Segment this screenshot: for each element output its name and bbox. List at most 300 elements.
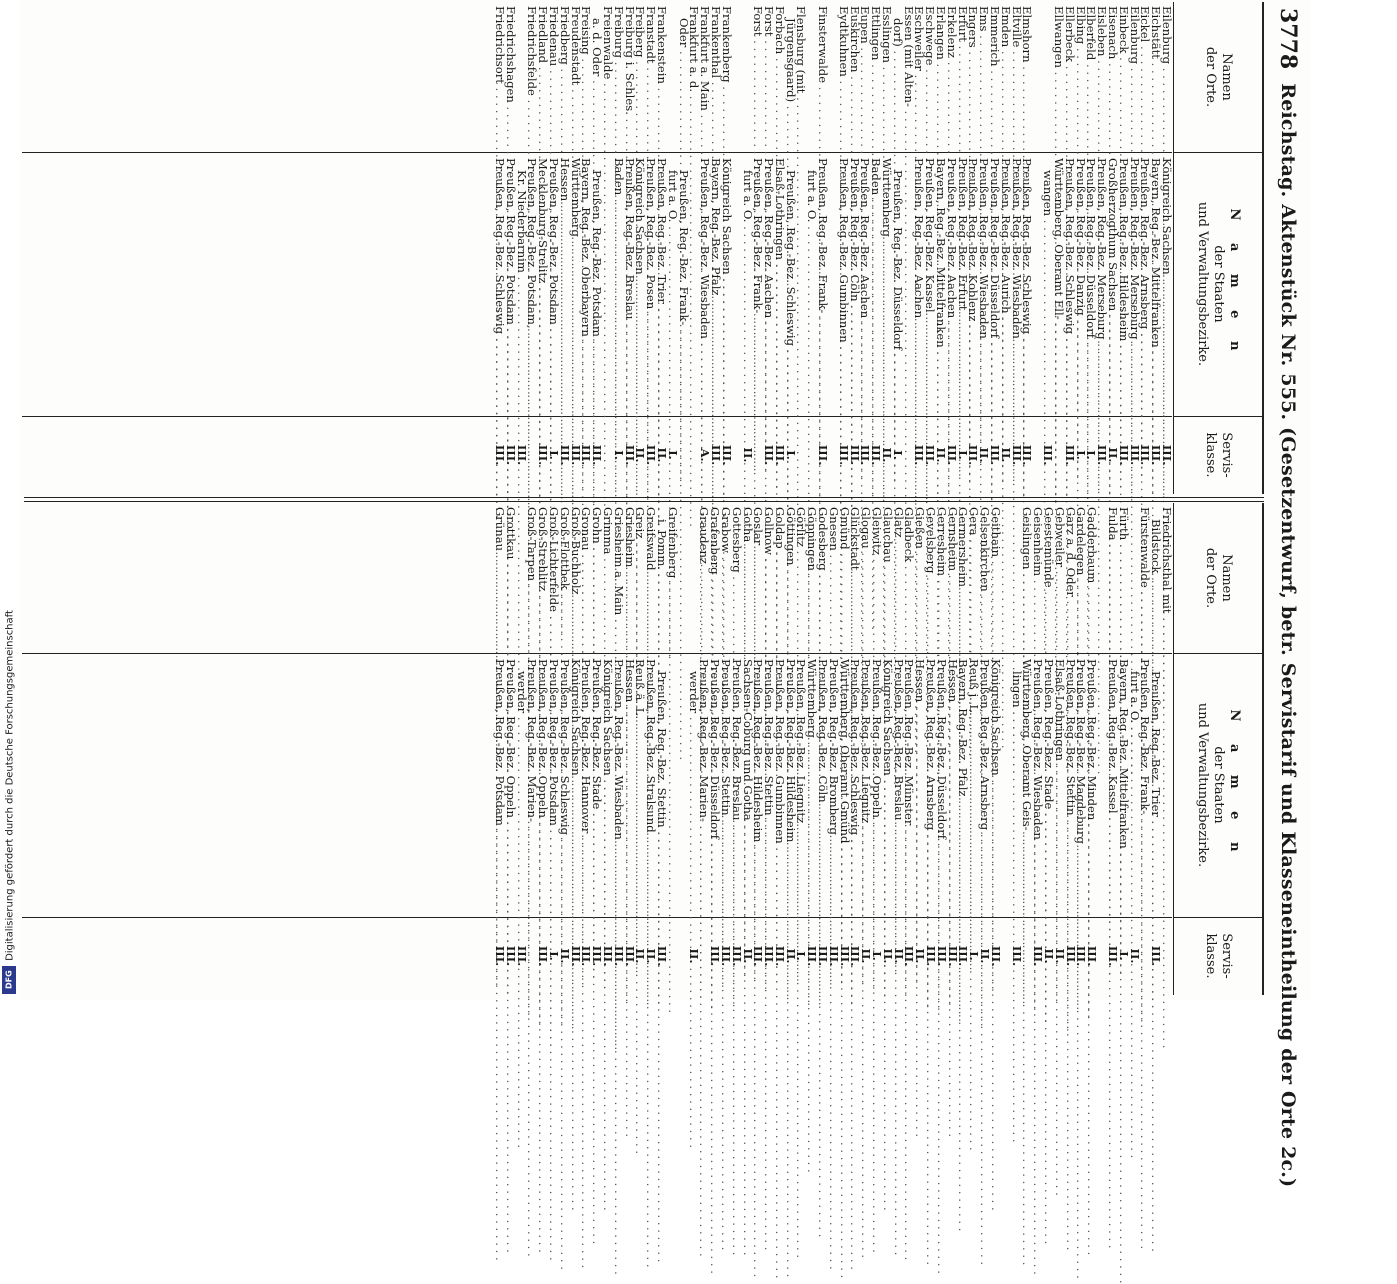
state-district: furt a. O. . . . — [1129, 653, 1140, 917]
place-name: Emmerich . . . — [989, 2, 1000, 152]
place-name: Groß-Buchholz . . . — [570, 503, 581, 653]
header-klasse — [1174, 917, 1262, 995]
servis-class: III. — [1149, 444, 1164, 466]
funding-credit: Digitalisierung gefördert durch die Deutsche Forschungsgemeinschaft — [4, 610, 16, 961]
place-name: Groß-Flottbek . . . — [559, 503, 570, 653]
state-district: Königreich Sachsen . . . — [1161, 152, 1172, 416]
state-district: Preußen, Reg.-Bez. Stettin . . . — [1065, 653, 1076, 917]
state-district: Preußen, Reg.-Bez. Potsdam . . . — [548, 152, 559, 416]
state-district: Preußen, Reg.-Bez. Oppeln . . . — [537, 653, 548, 917]
servis-class: I. — [955, 450, 970, 460]
state-district: werder . . . — [688, 653, 699, 917]
servis-class: I. — [1084, 450, 1099, 460]
state-district: Königreich Sachsen . . . — [990, 653, 1001, 917]
servis-class: III. — [557, 444, 572, 466]
place-name: Geestemünde . . . — [1043, 503, 1054, 653]
state-district: Preußen, Reg.-Bez. Arnsberg . . . — [979, 653, 990, 917]
place-name: Oder . . . — [678, 2, 689, 152]
servis-class: III. — [600, 945, 615, 967]
servis-class: III. — [837, 945, 852, 967]
place-name: Groß-Tarpen . . . — [527, 503, 538, 653]
page-heading — [1268, 8, 1308, 1188]
servis-class: III. — [568, 945, 583, 967]
servis-class: I. — [890, 450, 905, 460]
header-klasse-line1: Servis- — [1219, 933, 1235, 979]
state-district: Preußen, Reg.-Bez. Hildesheim . . . — [753, 653, 764, 917]
place-name: Gollnow . . . — [763, 503, 774, 653]
dfg-logo: DFG — [2, 966, 16, 994]
servis-class: III. — [1149, 945, 1164, 967]
place-name: Jürgensgaard) . . . — [785, 2, 796, 152]
state-district: Königreich Sachsen . . . — [721, 152, 732, 416]
table-row — [1106, 503, 1121, 995]
servis-class: II. — [686, 948, 701, 964]
servis-class: III. — [579, 945, 594, 967]
place-name: Frankfurt a. Main . . . — [699, 2, 710, 152]
servis-class: III. — [611, 945, 626, 967]
servis-class: II. — [1127, 948, 1142, 964]
place-name: Germersheim . . . — [958, 503, 969, 653]
header-staaten-line1: N a m e n — [1227, 709, 1243, 861]
servis-class: III. — [944, 444, 959, 466]
place-name: Ellwangen . . . — [1053, 2, 1064, 152]
servis-class: III. — [966, 444, 981, 466]
place-name: Forbach . . . — [774, 2, 785, 152]
state-district: Preußen, Reg.-Bez. Erfurt . . . — [957, 152, 968, 416]
servis-class: II. — [998, 447, 1013, 463]
page-divider — [24, 497, 1264, 502]
state-district: Preußen, Reg.-Bez. Breslau . . . — [893, 653, 904, 917]
state-district: Preußen, Reg.-Bez. Potsdam . . . — [548, 653, 559, 917]
place-name: Grünau . . . — [494, 503, 505, 653]
place-name: Erlangen . . . — [935, 2, 946, 152]
state-district: Bayern, Reg.-Bez. Pfalz . . . — [710, 152, 721, 416]
state-district: Preußen, Reg.-Bez. Cöln . . . — [817, 653, 828, 917]
place-name: Eupen . . . — [860, 2, 871, 152]
servis-class: II. — [934, 447, 949, 463]
state-district: Preußen, Reg.-Bez. Wiesbaden . . . — [699, 152, 710, 416]
state-district: Bayern, Reg.-Bez. Oberbayern . . . — [581, 152, 592, 416]
place-name: Erkelenz . . . — [946, 2, 957, 152]
servis-class: II. — [557, 948, 572, 964]
servis-class: III. — [492, 945, 507, 967]
state-district: Baden . . . — [613, 152, 624, 416]
place-name: Forst . . . — [763, 2, 774, 152]
servis-class: III. — [772, 444, 787, 466]
state-district: Preußen, Reg.-Bez. Frank- . . . — [678, 152, 689, 416]
state-district: Preußen, Reg.-Bez. Oppeln . . . — [505, 653, 516, 917]
place-name: Grafenberg . . . — [709, 503, 720, 653]
place-name: Friedberg . . . — [559, 2, 570, 152]
place-name: Frankenstein . . . — [656, 2, 667, 152]
header-klasse — [1174, 416, 1262, 494]
header-orte-line1: Namen — [1219, 53, 1235, 101]
place-name: Elmshorn . . . — [1022, 2, 1033, 152]
servis-class: III. — [1009, 945, 1024, 967]
servis-class: III. — [816, 444, 831, 466]
place-name: i. Pomm. . . . — [656, 503, 667, 653]
state-district: Preußen, Reg.-Bez. Düsseldorf . . . — [989, 152, 1000, 416]
state-district: Preußen, Reg.-Bez. Oppeln . . . — [871, 653, 882, 917]
state-district: Preußen, Reg.-Bez. Trier . . . — [1150, 653, 1161, 917]
place-name: Glückstadt . . . — [850, 503, 861, 653]
servis-class: II. — [633, 447, 648, 463]
state-district: Preußen, Reg.-Bez. Münster . . . — [904, 653, 915, 917]
state-district: Preußen, Reg.-Bez. Wiesbaden . . . — [613, 653, 624, 917]
servis-class: II. — [740, 948, 755, 964]
place-name: Gleiwitz . . . — [871, 503, 882, 653]
place-name: Essen (mit Alten- . . . — [903, 2, 914, 152]
place-name: Graudenz . . . — [699, 503, 710, 653]
state-district: werder . . . — [516, 653, 527, 917]
state-district: Preußen, Reg.-Bez. Aachen . . . — [914, 152, 925, 416]
place-name: Friedrichshagen . . . — [505, 2, 516, 152]
servis-class: III. — [1127, 444, 1142, 466]
place-name: Ems . . . — [978, 2, 989, 152]
servis-class: III. — [1031, 945, 1046, 967]
state-district: Preußen, Reg.-Bez. Stade . . . — [591, 653, 602, 917]
header-staaten-line2: der Staaten — [1211, 746, 1227, 824]
place-name: Gardelegen . . . — [1076, 503, 1087, 653]
header-orte-line1: Namen — [1219, 554, 1235, 602]
place-name: Glogau . . . — [860, 503, 871, 653]
place-name: Gnesen . . . — [828, 503, 839, 653]
servis-class: II. — [783, 948, 798, 964]
state-district: Preußen, Reg.-Bez. Bromberg . . . — [828, 653, 839, 917]
state-district: Hessen . . . — [559, 152, 570, 416]
servis-class: II. — [1052, 948, 1067, 964]
servis-class: III. — [729, 945, 744, 967]
servis-class: III. — [590, 945, 605, 967]
state-district: Preußen, Reg.-Bez. Schleswig . . . — [494, 152, 505, 416]
servis-class: III. — [622, 444, 637, 466]
servis-class: II. — [633, 948, 648, 964]
servis-class: III. — [536, 444, 551, 466]
servis-class: III. — [805, 945, 820, 967]
place-name: Engers . . . — [968, 2, 979, 152]
state-district: Königreich Sachsen . . . — [635, 152, 646, 416]
rotated-page — [20, 0, 1310, 1188]
servis-class: III. — [1085, 945, 1100, 967]
header-klasse-line2: klasse. — [1203, 432, 1218, 478]
servis-class: III. — [536, 945, 551, 967]
place-name: Franstadt . . . — [645, 2, 656, 152]
state-district: Preußen, Reg.-Bez. Breslau . . . — [731, 653, 742, 917]
place-name: Gera . . . — [968, 503, 979, 653]
state-district: Elsaß-Lothringen . . . — [1054, 653, 1065, 917]
servis-class: III. — [1063, 945, 1078, 967]
state-district: Preußen, Reg.-Bez. Kassel . . . — [1107, 653, 1118, 917]
place-name: Gadderbaum . . . — [1086, 503, 1097, 653]
place-name: Freienwalde . . . — [602, 2, 613, 152]
state-district: Preußen, Reg.-Bez. Aachen . . . — [946, 152, 957, 416]
servis-class: III. — [945, 945, 960, 967]
place-name: Einbeck . . . — [1118, 2, 1129, 152]
place-name: Friedrichsort . . . — [494, 2, 505, 152]
place-name: Frankenberg . . . — [721, 2, 732, 152]
servis-class: III. — [762, 945, 777, 967]
left-table — [22, 2, 1264, 494]
table-row — [494, 503, 505, 995]
header-klasse-line2: klasse. — [1203, 933, 1218, 979]
place-name: Garz a. d. Oder . . . — [1065, 503, 1076, 653]
state-district: Preußen, Reg.-Bez. Stade . . . — [1043, 653, 1054, 917]
place-name: Eisenach . . . — [1107, 2, 1118, 152]
place-name: Gerresheim . . . — [936, 503, 947, 653]
place-name: Finsterwalde . . . — [817, 2, 828, 152]
state-district: Kr. Niederbarnim . . . — [516, 152, 527, 416]
place-name: Eltville . . . — [1011, 2, 1022, 152]
servis-class: I. — [870, 951, 885, 961]
servis-class: III. — [848, 945, 863, 967]
place-name: Goldap . . . — [774, 503, 785, 653]
state-district: wangen . . . — [1042, 152, 1053, 416]
place-name: Gernsheim . . . — [947, 503, 958, 653]
servis-class: III. — [836, 444, 851, 466]
state-district: Königreich Sachsen . . . — [570, 653, 581, 917]
place-name: Erfurt . . . — [957, 2, 968, 152]
place-name: Eichstätt . . . — [1150, 2, 1161, 152]
place-name: Görlitz . . . — [796, 503, 807, 653]
state-district: Bayern, Reg.-Bez. Mittelfranken . . . — [1118, 653, 1129, 917]
place-name: Geithain . . . — [990, 503, 1001, 653]
place-name: Gevelsberg . . . — [925, 503, 936, 653]
servis-class: II. — [740, 447, 755, 463]
servis-class: III. — [772, 945, 787, 967]
servis-class: III. — [988, 945, 1003, 967]
header-staaten-line3: und Verwaltungsbezirke. — [1194, 702, 1210, 868]
place-name — [1042, 2, 1053, 152]
state-district: Preußen, Reg.-Bez. Breslau . . . — [624, 152, 635, 416]
place-name — [742, 2, 753, 152]
place-name: Friedenau . . . — [548, 2, 559, 152]
place-name: Gebweiler . . . — [1054, 503, 1065, 653]
page-title: Reichstag. Aktenstück Nr. 555. (Gesetzentwurf, betr. Servistarif und Klasseneintheilung der Orte 2c.) — [1277, 83, 1299, 1188]
servis-class: III. — [858, 444, 873, 466]
servis-class: III. — [1062, 444, 1077, 466]
column-headers — [1173, 2, 1262, 494]
place-name: Esslingen . . . — [881, 2, 892, 152]
servis-class: III. — [503, 945, 518, 967]
place-name: Groß-Strehlitz . . . — [537, 503, 548, 653]
place-name: Greifenberg . . . — [667, 503, 678, 653]
state-district: Preußen, Reg.-Bez. Liegnitz . . . — [860, 653, 871, 917]
state-district: Bayern, Reg.-Bez. Mittelfranken . . . — [1150, 152, 1161, 416]
servis-class: III. — [816, 945, 831, 967]
state-district: Preußen, Reg.-Bez. Trier . . . — [656, 152, 667, 416]
header-staaten-line3: und Verwaltungsbezirke. — [1194, 201, 1210, 367]
state-district: Hessen . . . — [914, 653, 925, 917]
place-name: Eydtkuhnen . . . — [838, 2, 849, 152]
servis-class: III. — [1041, 444, 1056, 466]
servis-class: III. — [847, 444, 862, 466]
place-name: Eickel . . . — [1140, 2, 1151, 152]
state-district: Großherzogthum Sachsen . . . — [1107, 152, 1118, 416]
state-district: furt a. O. . . . — [807, 152, 818, 416]
servis-class: III. — [923, 444, 938, 466]
place-name: Friedrichsfelde . . . — [527, 2, 538, 152]
servis-class: III. — [1074, 945, 1089, 967]
state-district: Preußen, Reg.-Bez. Aachen . . . — [860, 152, 871, 416]
column-headers — [1173, 503, 1262, 995]
place-name: Grabow . . . — [720, 503, 731, 653]
page-number: 3778 — [1275, 8, 1301, 70]
place-name: dorf) . . . — [892, 2, 903, 152]
table-row — [1011, 503, 1022, 995]
scan-sidebar — [0, 0, 18, 1000]
servis-class: III. — [708, 945, 723, 967]
state-district: Preußen, Reg.-Bez. Arnsberg . . . — [1140, 152, 1151, 416]
place-name: Göttingen . . . — [785, 503, 796, 653]
servis-class: III. — [1116, 444, 1131, 466]
place-name: Gottesberg . . . — [731, 503, 742, 653]
servis-class: III. — [503, 444, 518, 466]
place-name: Gladbeck . . . — [904, 503, 915, 653]
servis-class: II. — [644, 948, 659, 964]
state-district: Königreich Sachsen . . . — [882, 653, 893, 917]
place-name: Gmünd . . . — [839, 503, 850, 653]
state-district: Württemberg, Oberamt Geis- . . . — [1022, 653, 1033, 917]
place-name: Freiberg . . . — [635, 2, 646, 152]
servis-class: III. — [826, 945, 841, 967]
servis-class: I. — [546, 450, 561, 460]
servis-class: I. — [1116, 951, 1131, 961]
state-district: Preußen, Reg.-Bez. Stettin . . . — [720, 653, 731, 917]
state-district: Preußen, Reg.-Bez. Gumbinnen . . . — [774, 653, 785, 917]
servis-class: I. — [794, 951, 809, 961]
place-name: Bildstock . . . — [1150, 503, 1161, 653]
state-district: Preußen, Reg.-Bez. Merseburg . . . — [1096, 152, 1107, 416]
state-district: Elsaß-Lothringen . . . — [774, 152, 785, 416]
header-klasse-line1: Servis- — [1219, 432, 1235, 478]
servis-class: III. — [751, 945, 766, 967]
state-district: Preußen, Reg.-Bez. Aachen . . . — [763, 152, 774, 416]
state-district: Preußen, Reg.-Bez. Aurich . . . — [1000, 152, 1011, 416]
place-name: Elbing . . . — [1075, 2, 1086, 152]
state-district: Württemberg . . . — [570, 152, 581, 416]
state-district: Preußen, Reg.-Bez. Koblenz . . . — [968, 152, 979, 416]
servis-class: III. — [1106, 945, 1121, 967]
place-name: Gotha . . . — [742, 503, 753, 653]
header-staaten — [1174, 152, 1262, 417]
servis-class: III. — [568, 444, 583, 466]
place-name: Ellerbeck . . . — [1064, 2, 1075, 152]
place-name: Eilenburg . . . — [1129, 2, 1140, 152]
servis-class: II. — [913, 948, 928, 964]
state-district: Preußen, Reg.-Bez. Stralsund . . . — [645, 653, 656, 917]
state-district: Preußen, Reg.-Bez. Arnsberg . . . — [925, 653, 936, 917]
state-district: Bayern, Reg.-Bez. Pfalz . . . — [958, 653, 969, 917]
place-name: Euskirchen . . . — [849, 2, 860, 152]
place-name: Eisleben . . . — [1096, 2, 1107, 152]
table-body-right — [494, 503, 1172, 995]
servis-class: III. — [622, 945, 637, 967]
table-row — [838, 2, 849, 494]
place-name: Grohn . . . — [591, 503, 602, 653]
state-district: Preußen, Reg.-Bez. Frank- . . . — [753, 152, 764, 416]
servis-class: I. — [783, 450, 798, 460]
state-district: Preußen, Reg.-Bez. Schleswig . . . — [559, 653, 570, 917]
servis-class: II. — [1106, 447, 1121, 463]
place-name: Godesberg . . . — [817, 503, 828, 653]
state-district: Preußen, Reg.-Bez. Liegnitz . . . — [796, 653, 807, 917]
state-district: Preußen, Reg.-Bez. Cöln . . . — [849, 152, 860, 416]
header-staaten-line1: N a m e n — [1227, 208, 1243, 360]
place-name: Geislingen . . . — [1022, 503, 1033, 653]
place-name: a. d. Oder . . . — [591, 2, 602, 152]
place-name: Griesheim . . . — [624, 503, 635, 653]
place-name: Glauchau . . . — [882, 503, 893, 653]
servis-class: III. — [1138, 444, 1153, 466]
servis-class: II. — [880, 447, 895, 463]
table-body-left — [494, 2, 1172, 494]
state-district: Hessen . . . — [947, 653, 958, 917]
servis-class: III. — [902, 945, 917, 967]
servis-class: I. — [611, 450, 626, 460]
state-district: Preußen, Reg.-Bez. Posen . . . — [645, 152, 656, 416]
table-row — [494, 2, 505, 494]
state-district: Preußen, Reg.-Bez. Frank- . . . — [817, 152, 828, 416]
state-district: Württemberg . . . — [881, 152, 892, 416]
state-district: Württemberg . . . — [807, 653, 818, 917]
place-name: Eschwege . . . — [924, 2, 935, 152]
state-district: Preußen, Reg.-Bez. Stettin . . . — [763, 653, 774, 917]
state-district: Reuß j. L. . . . — [968, 653, 979, 917]
servis-class: II. — [1042, 948, 1057, 964]
state-district: Mecklenburg-Strelitz . . . — [537, 152, 548, 416]
servis-class: III. — [869, 444, 884, 466]
place-name: Frankenthal . . . — [710, 2, 721, 152]
state-district: Preußen, Reg.-Bez. Magdeburg . . . — [1076, 653, 1087, 917]
state-district: Preußen, Reg.-Bez. Potsdam . . . — [591, 152, 602, 416]
servis-class: III. — [708, 444, 723, 466]
state-district: Preußen, Reg.-Bez. Wiesbaden . . . — [1011, 152, 1022, 416]
place-name: Elberfeld . . . — [1086, 2, 1097, 152]
state-district: Preußen, Reg.-Bez. Schleswig . . . — [785, 152, 796, 416]
header-orte-line2: der Orte. — [1203, 46, 1218, 108]
state-district: Preußen, Reg.-Bez. Marien- . . . — [699, 653, 710, 917]
servis-class: III. — [1095, 444, 1110, 466]
servis-class: II. — [978, 948, 993, 964]
header-staaten — [1174, 653, 1262, 918]
servis-class: II. — [654, 447, 669, 463]
servis-class: A. — [698, 448, 713, 462]
state-district: Reuß ä. L. . . . — [635, 653, 646, 917]
place-name: Forst . . . — [753, 2, 764, 152]
state-district: Königreich Sachsen . . . — [602, 653, 613, 917]
place-name: Frankfurt a. d. . . . — [689, 2, 700, 152]
state-district: Preußen, Reg.-Bez. Kassel . . . — [924, 152, 935, 416]
state-district: Preußen, Reg.-Bez. Stettin . . . — [656, 653, 667, 917]
table-row — [1041, 2, 1056, 494]
state-district: Preußen, Reg.-Bez. Merseburg . . . — [1129, 152, 1140, 416]
table-row — [742, 2, 753, 494]
place-name: Gronau . . . — [581, 503, 592, 653]
place-name: Goslar . . . — [753, 503, 764, 653]
servis-class: I. — [546, 951, 561, 961]
place-name: Flensburg (mit . . . — [796, 2, 807, 152]
servis-class: III. — [579, 444, 594, 466]
state-district: Württemberg, Oberamt Gmünd . . . — [839, 653, 850, 917]
state-district: Preußen, Reg.-Bez. Potsdam . . . — [494, 653, 505, 917]
place-name: Friedrichsthal mit . . . — [1161, 503, 1172, 653]
servis-class: III. — [1020, 444, 1035, 466]
place-name: Geisenheim . . . — [1032, 503, 1043, 653]
place-name — [688, 503, 699, 653]
servis-class: III. — [924, 945, 939, 967]
servis-class: II. — [859, 948, 874, 964]
header-staaten-line2: der Staaten — [1211, 245, 1227, 323]
